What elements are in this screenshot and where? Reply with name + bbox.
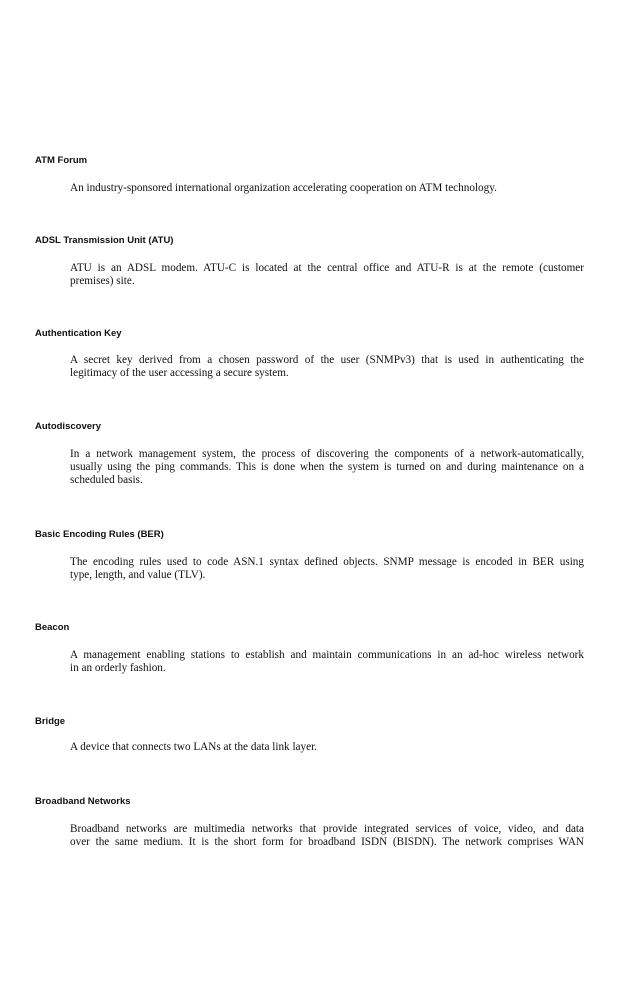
definition-line: ATU is an ADSL modem. ATU-C is located at the central office and ATU-R is at the remote (customer (70, 262, 584, 274)
term-heading: Autodiscovery (35, 421, 101, 432)
term-definition (70, 448, 584, 487)
definition-line: In a network management system, the process of discovering the components of a network-automatically, (70, 448, 584, 460)
definition-line: A secret key derived from a chosen password of the user (SNMPv3) that is used in authenticating the (70, 354, 584, 366)
definition-line: A device that connects two LANs at the data link layer. (70, 741, 317, 753)
term-heading: ATM Forum (35, 155, 88, 166)
definition-line: premises) site. (70, 275, 135, 287)
definition-line: Broadband networks are multimedia networks that provide integrated services of voice, video, and data (70, 823, 584, 835)
term-definition (70, 741, 584, 754)
definition-line: legitimacy of the user accessing a secure system. (70, 367, 289, 379)
definition-line: scheduled basis. (70, 474, 143, 486)
term-definition (70, 354, 584, 380)
definition-line: A management enabling stations to establish and maintain communications in an ad-hoc wireless network (70, 649, 584, 661)
definition-line: An industry-sponsored international organization accelerating cooperation on ATM technology. (70, 182, 497, 194)
definition-line: usually using the ping commands. This is done when the system is turned on and during maintenance on a (70, 461, 584, 473)
term-definition (70, 262, 584, 288)
term-definition (70, 556, 584, 582)
term-heading: Broadband Networks (35, 796, 131, 807)
term-heading: Bridge (35, 716, 66, 727)
term-heading: Beacon (35, 622, 70, 633)
term-heading: Basic Encoding Rules (BER) (35, 529, 164, 540)
term-heading: ADSL Transmission Unit (ATU) (35, 235, 174, 246)
definition-line: The encoding rules used to code ASN.1 syntax defined objects. SNMP message is encoded in BER using (70, 556, 584, 568)
term-definition (70, 823, 584, 849)
term-definition (70, 182, 584, 195)
definition-line: type, length, and value (TLV). (70, 569, 206, 581)
term-heading: Authentication Key (35, 328, 122, 339)
definition-line: in an orderly fashion. (70, 662, 166, 674)
definition-line: over the same medium. It is the short form for broadband ISDN (BISDN). The network comprises WAN (70, 836, 584, 848)
term-definition (70, 649, 584, 675)
